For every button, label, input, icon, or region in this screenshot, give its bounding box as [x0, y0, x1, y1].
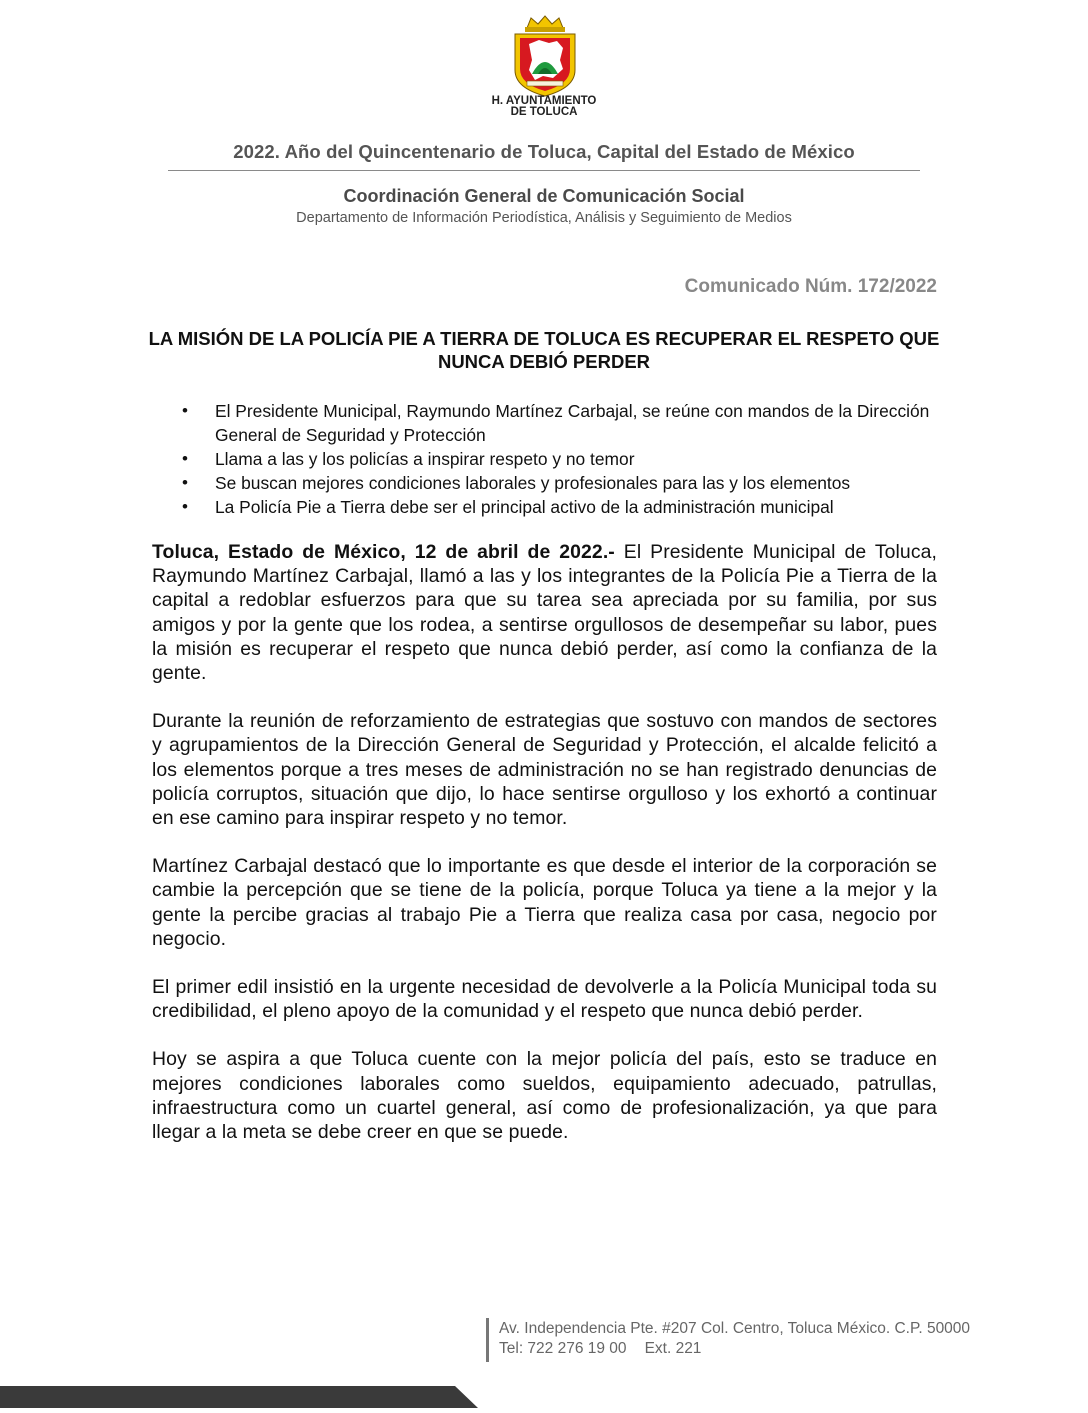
bullet-item: • Llama a las y los policías a inspirar respeto y no temor: [152, 447, 952, 471]
coat-of-arms-icon: [505, 14, 585, 98]
crest-caption-line1: H. AYUNTAMIENTO: [491, 95, 597, 107]
department-title: Departamento de Información Periodística, Análisis y Seguimiento de Medios: [296, 210, 792, 226]
bullet-item: • Se buscan mejores condiciones laborales y profesionales para las y los elementos: [152, 471, 952, 495]
footer-phone-line: [499, 1340, 701, 1358]
lead-paragraph: [152, 540, 937, 685]
header-divider: [168, 170, 920, 171]
year-banner: 2022. Año del Quincentenario de Toluca, Capital del Estado de México: [233, 141, 855, 162]
crest-caption-line2: DE TOLUCA: [510, 106, 578, 118]
footer-address: Av. Independencia Pte. #207 Col. Centro, Toluca México. C.P. 50000: [499, 1320, 971, 1337]
lead-text: El Presidente Municipal de Toluca, Raymundo Martínez Carbajal, llamó a las y los integrantes de la Policía Pie a Tierra de la capital a redoblar esfuerzos para que su tarea sea apreciada por su familia, por sus amigos y por la gente que los rodea, a sentirse orgullosos de desempeñar su labor, pues la misión es recuperar el respeto que nunca debió perder, así como la confianza de la gente.: [152, 541, 937, 685]
comunicado-number: Comunicado Núm. 172/2022: [684, 276, 937, 297]
crest-caption: [444, 96, 644, 118]
footer-divider: [486, 1318, 489, 1362]
coordination-title: Coordinación General de Comunicación Social: [343, 186, 745, 206]
summary-bullets: [152, 399, 952, 519]
body-paragraph: Durante la reunión de reforzamiento de estrategias que sostuvo con mandos de sectores y agrupamientos de la Dirección General de Seguridad y Protección, el alcalde felicitó a los elementos porque a tres meses de administración no se han registrado denuncias de policía corruptos, situación que dijo, lo hace sentirse orgulloso y los exhortó a continuar en ese camino para inspirar respeto y no temor.: [152, 710, 937, 830]
dateline: Toluca, Estado de México, 12 de abril de 2022.-: [152, 541, 615, 563]
footer-phone: Tel: 722 276 19 00: [499, 1340, 627, 1357]
body-paragraph: Hoy se aspira a que Toluca cuente con la mejor policía del país, esto se traduce en mejores condiciones laborales como sueldos, equipamiento adecuado, patrullas, infraestructura como un cuartel general, así como de profesionalización, ya que para llegar a la meta se debe creer en que se puede.: [152, 1048, 937, 1144]
bullet-item: • El Presidente Municipal, Raymundo Martínez Carbajal, se reúne con mandos de la Dirección General de Seguridad y Protección: [152, 399, 952, 447]
body-paragraph: Martínez Carbajal destacó que lo importante es que desde el interior de la corporación se cambie la percepción que se tiene de la policía, porque Toluca ya tiene a la mejor y la gente la percibe gracias al trabajo Pie a Tierra que realiza casa por casa, negocio por negocio.: [152, 855, 937, 950]
bullet-item: • La Policía Pie a Tierra debe ser el principal activo de la administración municipal: [152, 495, 952, 519]
page-title: LA MISIÓN DE LA POLICÍA PIE A TIERRA DE TOLUCA ES RECUPERAR EL RESPETO QUE NUNCA DEBIÓ PERDER: [148, 328, 940, 372]
body-paragraph: El primer edil insistió en la urgente necesidad de devolverle a la Policía Municipal toda su credibilidad, el pleno apoyo de la comunidad y el respeto que nunca debió perder.: [152, 976, 937, 1023]
bottom-stripe: [0, 1386, 480, 1408]
footer-extension: Ext. 221: [644, 1340, 702, 1357]
article-body: [152, 540, 937, 1168]
